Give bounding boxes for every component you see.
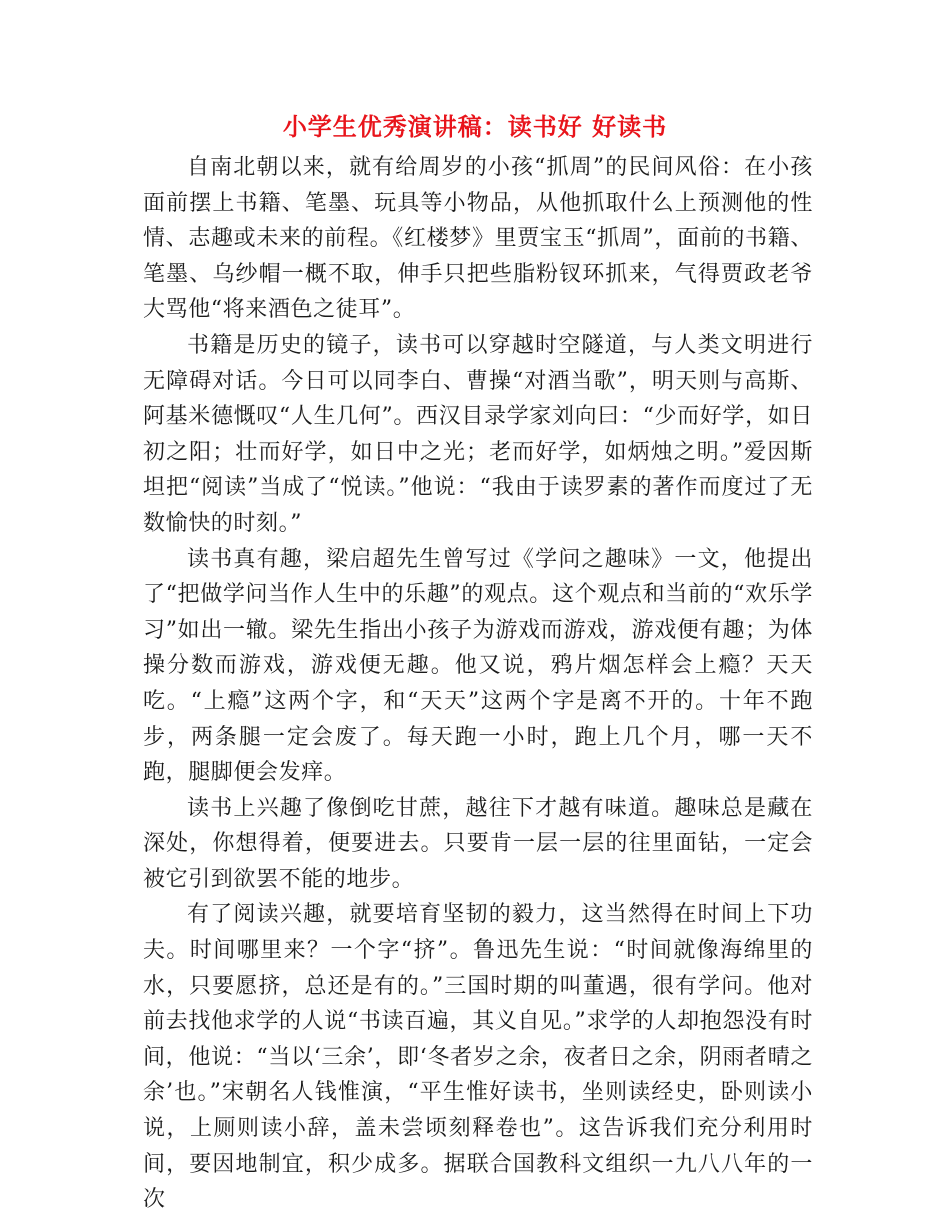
paragraph: 自南北朝以来，就有给周岁的小孩“抓周”的民间风俗：在小孩面前摆上书籍、笔墨、玩具等小物品，从他抓取什么上预测他的性情、志趣或未来的前程。《红楼梦》里贾宝玉“抓周”，面前的书籍、笔墨、乌纱帽一概不取，伸手只把些脂粉钗环抓来，气得贾政老爷大骂他“将来酒色之徒耳”。 [143, 155, 813, 323]
paragraph: 读书真有趣，梁启超先生曾写过《学问之趣味》一文，他提出了“把做学问当作人生中的乐趣”的观点。这个观点和当前的“欢乐学习”如出一辙。梁先生指出小孩子为游戏而游戏，游戏便有趣；为体操分数而游戏，游戏便无趣。他又说，鸦片烟怎样会上瘾？天天吃。“上瘾”这两个字，和“天天”这两个字是离不开的。十年不跑步，两条腿一定会废了。每天跑一小时，跑上几个月，哪一天不跑，腿脚便会发痒。 [143, 546, 813, 786]
paragraph: 有了阅读兴趣，就要培育坚韧的毅力，这当然得在时间上下功夫。时间哪里来？一个字“挤”。鲁迅先生说：“时间就像海绵里的水，只要愿挤，总还是有的。”三国时期的叫董遇，很有学问。他对前去找他求学的人说“书读百遍，其义自见。”求学的人却抱怨没有时间，他说：“当以‘三余’，即‘冬者岁之余，夜者日之余，阴雨者晴之余’也。”宋朝名人钱惟演，“平生惟好读书，坐则读经史，卧则读小说，上厕则读小辞，盖未尝顷刻释卷也”。这告诉我们充分利用时间，要因地制宜，积少成多。据联合国教科文组织一九八八年的一次 [143, 902, 813, 1213]
document-title: 小学生优秀演讲稿：读书好 好读书 [282, 112, 668, 141]
paragraph: 书籍是历史的镜子，读书可以穿越时空隧道，与人类文明进行无障碍对话。今日可以同李白、曹操“对酒当歌”，明天则与高斯、阿基米德慨叹“人生几何”。西汉目录学家刘向曰：“少而好学，如日初之阳；壮而好学，如日中之光；老而好学，如炳烛之明。”爱因斯坦把“阅读”当成了“悦读。”他说：“我由于读罗素的著作而度过了无数愉快的时刻。” [143, 332, 813, 536]
paragraph: 读书上兴趣了像倒吃甘蔗，越往下才越有味道。趣味总是藏在深处，你想得着，便要进去。只要肯一层一层的往里面钻，一定会被它引到欲罢不能的地步。 [143, 795, 813, 892]
document-body [143, 150, 813, 1218]
